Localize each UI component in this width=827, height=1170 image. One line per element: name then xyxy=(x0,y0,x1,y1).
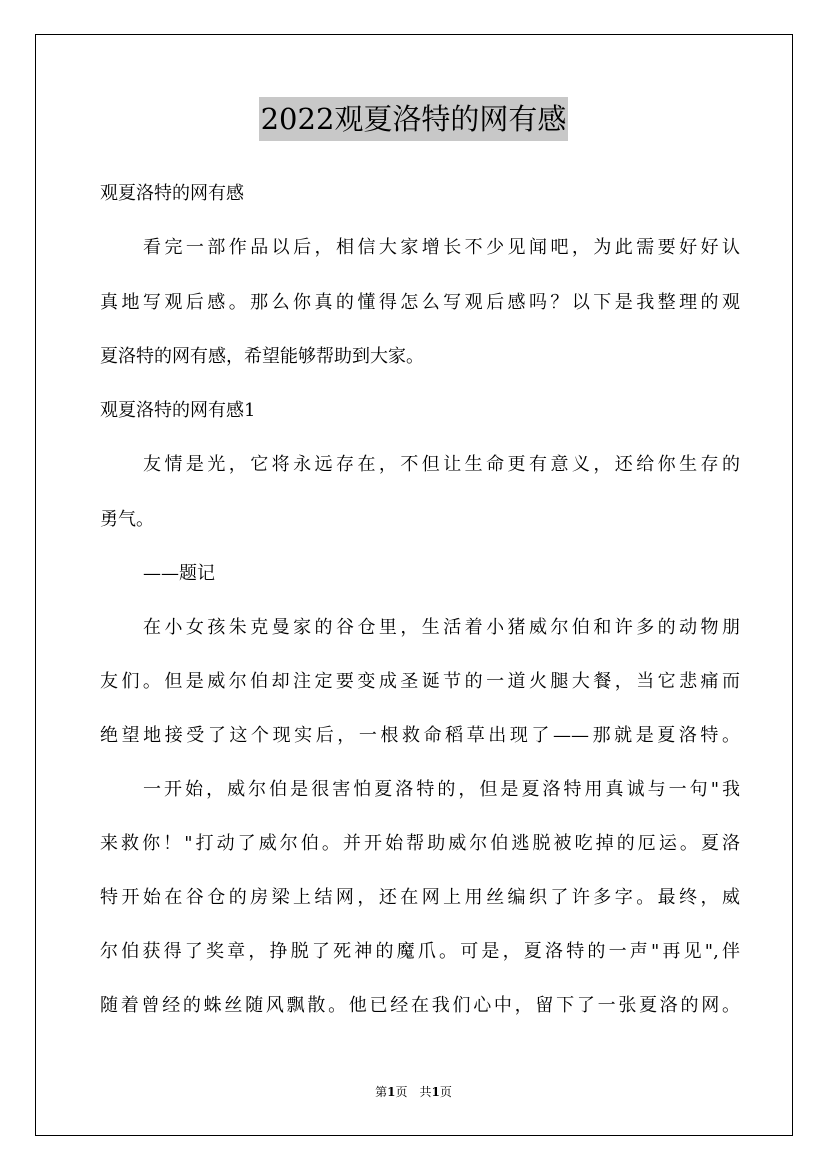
paragraph-line: 来救你！"打动了威尔伯。并开始帮助威尔伯逃脱被吃掉的厄运。夏洛 xyxy=(100,833,740,854)
section-heading: 观夏洛特的网有感1 xyxy=(100,400,256,421)
paragraph-line: 看完一部作品以后，相信大家增长不少见闻吧，为此需要好好认 xyxy=(143,237,740,258)
title-container xyxy=(0,97,827,141)
paragraph-line: 友情是光，它将永远存在，不但让生命更有意义，还给你生存的 xyxy=(143,454,740,475)
page-footer xyxy=(0,1084,827,1100)
paragraph-line: 真地写观后感。那么你真的懂得怎么写观后感吗？以下是我整理的观 xyxy=(100,292,740,313)
epigraph-attribution: ——题记 xyxy=(143,563,215,584)
footer-page-suffix: 页 xyxy=(439,1085,452,1099)
footer-page-current: 1 xyxy=(387,1085,396,1099)
footer-page-total: 1 xyxy=(431,1085,440,1099)
paragraph-line: 一开始，威尔伯是很害怕夏洛特的，但是夏洛特用真诚与一句"我 xyxy=(143,779,740,800)
paragraph-line: 随着曾经的蛛丝随风飘散。他已经在我们心中，留下了一张夏洛的网。 xyxy=(100,995,740,1016)
document-title: 2022观夏洛特的网有感 xyxy=(259,97,569,141)
paragraph-line: 友们。但是威尔伯却注定要变成圣诞节的一道火腿大餐，当它悲痛而 xyxy=(100,671,740,692)
paragraph-line: 特开始在谷仓的房梁上结网，还在网上用丝编织了许多字。最终，威 xyxy=(100,887,740,908)
footer-page-prefix: 第 xyxy=(375,1085,388,1099)
paragraph-line: 绝望地接受了这个现实后，一根救命稻草出现了——那就是夏洛特。 xyxy=(100,725,740,746)
paragraph-line: 勇气。 xyxy=(100,509,154,530)
section-heading: 观夏洛特的网有感 xyxy=(100,183,244,204)
paragraph-line: 夏洛特的网有感，希望能够帮助到大家。 xyxy=(100,346,424,367)
paragraph-line: 在小女孩朱克曼家的谷仓里，生活着小猪威尔伯和许多的动物朋 xyxy=(143,617,740,638)
paragraph-line: 尔伯获得了奖章，挣脱了死神的魔爪。可是，夏洛特的一声"再见",伴 xyxy=(100,941,740,962)
footer-page-mid: 页 共 xyxy=(395,1085,432,1099)
